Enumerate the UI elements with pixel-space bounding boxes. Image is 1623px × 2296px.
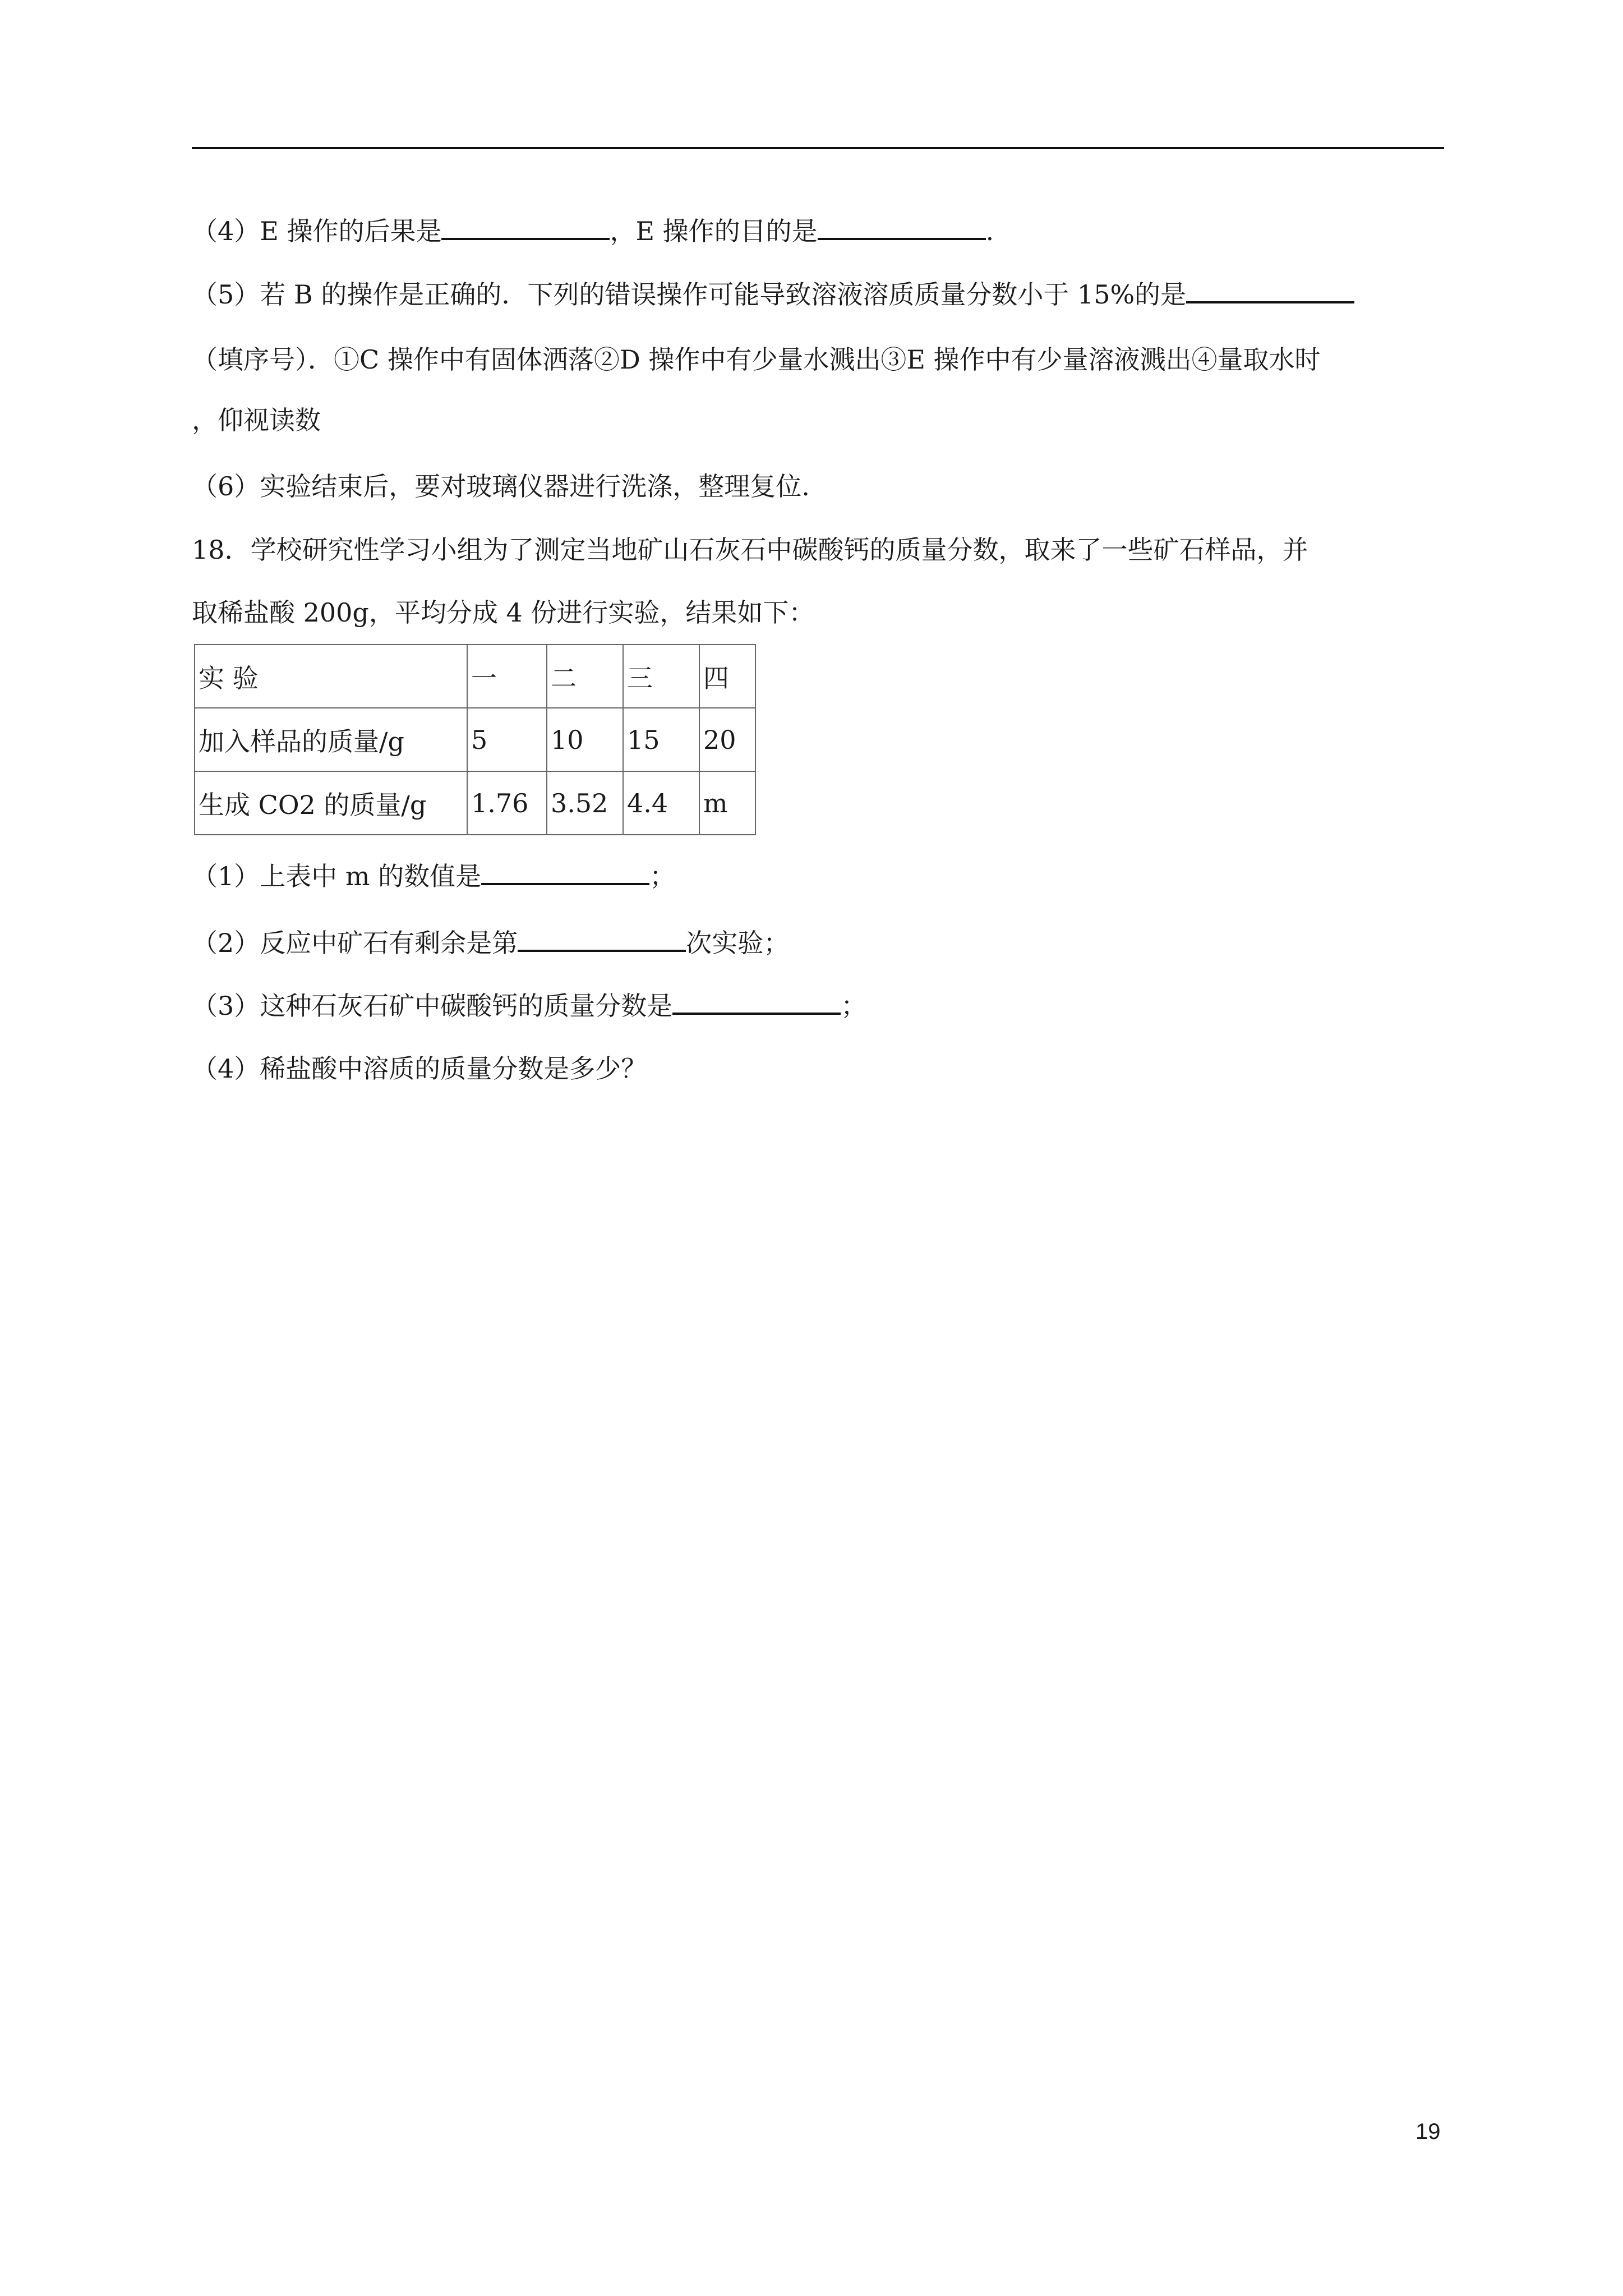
table-cell: 加入样品的质量/g (195, 708, 467, 771)
table-cell: 四 (699, 645, 755, 708)
table-cell: 3.52 (547, 771, 623, 835)
answer-blank[interactable] (518, 924, 686, 952)
answer-blank[interactable] (818, 212, 986, 240)
q18-sub3 (192, 987, 866, 1023)
q18-sub4: （4）稀盐酸中溶质的质量分数是多少？ (192, 1053, 647, 1084)
answer-blank[interactable] (672, 987, 841, 1015)
header-rule (192, 147, 1444, 149)
q18-sub2 (192, 924, 789, 960)
page-number: 19 (1415, 2119, 1441, 2144)
table-cell: 二 (547, 645, 623, 708)
q17-part5-line2: （填序号）．①C 操作中有固体洒落②D 操作中有少量水溅出③E 操作中有少量溶液溅出④量取水时 (192, 344, 1321, 375)
q17-part4 (192, 212, 994, 248)
table-cell: 一 (467, 645, 547, 708)
table-cell: 生成 CO2 的质量/g (195, 771, 467, 835)
q18-sub2-suffix: 次实验； (686, 928, 790, 958)
q17-part4-prefix: （4）E 操作的后果是 (192, 216, 442, 246)
table-cell: 1.76 (467, 771, 547, 835)
q18-sub1 (192, 857, 675, 893)
answer-blank[interactable] (1186, 275, 1354, 303)
q17-part5-line1 (192, 275, 1354, 311)
answer-blank[interactable] (441, 212, 610, 240)
q17-part5-line3: ，仰视读数 (192, 405, 321, 435)
table-cell: 4.4 (623, 771, 699, 835)
table-header-row (195, 645, 755, 708)
q17-part4-suffix: . (985, 216, 994, 246)
q18-sub3-prefix: （3）这种石灰石矿中碳酸钙的质量分数是 (192, 991, 673, 1021)
q18-sub1-prefix: （1）上表中 m 的数值是 (192, 861, 482, 891)
table-cell: m (699, 771, 755, 835)
table-cell: 实 验 (195, 645, 467, 708)
answer-blank[interactable] (481, 857, 649, 885)
q18-intro-line2: 取稀盐酸 200g，平均分成 4 份进行实验，结果如下： (192, 597, 815, 628)
q17-part5-text: （5）若 B 的操作是正确的．下列的错误操作可能导致溶液溶质质量分数小于 15%的是 (192, 279, 1187, 310)
q18-sub1-suffix: ； (649, 861, 676, 891)
table-cell: 三 (623, 645, 699, 708)
q18-sub2-prefix: （2）反应中矿石有剩余是第 (192, 928, 518, 958)
q18-sub3-suffix: ； (841, 991, 867, 1021)
table-cell: 20 (699, 708, 755, 771)
q17-part6: （6）实验结束后，要对玻璃仪器进行洗涤，整理复位. (192, 471, 810, 501)
table-row (195, 708, 755, 771)
table-cell: 10 (547, 708, 623, 771)
table-cell: 15 (623, 708, 699, 771)
experiment-table (194, 644, 756, 835)
q17-part4-middle: ，E 操作的目的是 (610, 216, 818, 246)
table-row (195, 771, 755, 835)
table-cell: 5 (467, 708, 547, 771)
q18-intro-line1: 18．学校研究性学习小组为了测定当地矿山石灰石中碳酸钙的质量分数，取来了一些矿石样品，并 (192, 535, 1308, 565)
